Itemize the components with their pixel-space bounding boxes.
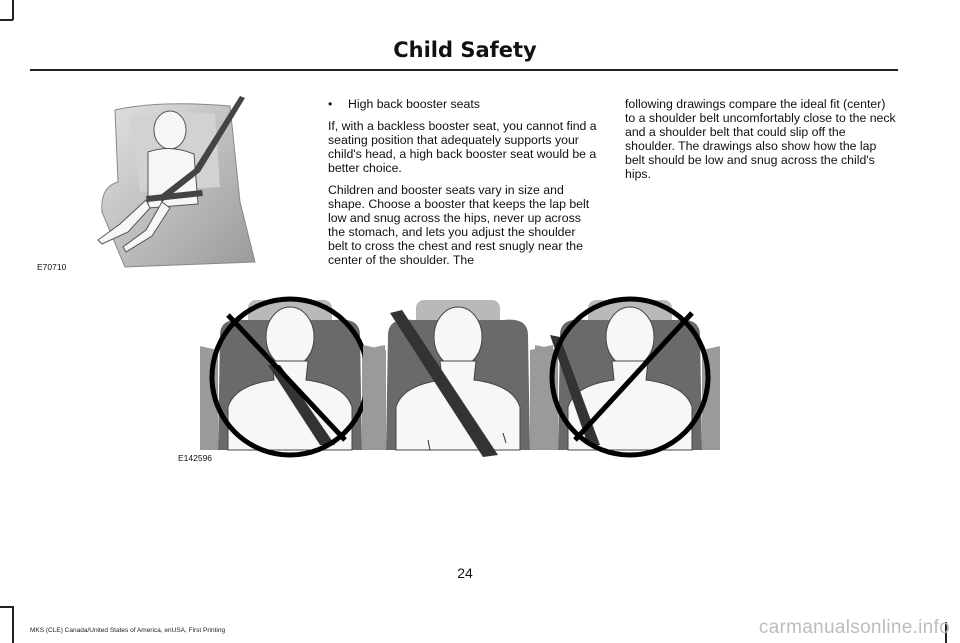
page-number: 24: [457, 565, 473, 581]
bullet-text: High back booster seats: [348, 97, 480, 111]
text-column-right: [625, 97, 897, 189]
booster-seat-illustration: [90, 92, 270, 272]
belt-too-close-to-neck: [200, 299, 385, 455]
paragraph: following drawings compare the ideal fit (center) to a shoulder belt uncomfortably close to the neck and a shoulder belt that could slip off the shoulder. The drawings also show how the lap belt should be low and snug across the child's hips.: [625, 97, 896, 181]
text-column-middle: [328, 97, 598, 275]
paragraph: Children and booster seats vary in size and shape. Choose a booster that keeps the lap belt low and snug across the hips, never up across the stomach, and lets you adjust the shoulder belt to cross the chest and rest snugly near the center of the shoulder. The: [328, 183, 590, 267]
bullet-dot: •: [328, 97, 333, 111]
figure-code-belt-fit: E142596: [178, 453, 213, 463]
watermark: carmanualsonline.info: [758, 617, 950, 638]
header-rule: [30, 69, 898, 71]
crop-mark-bottom-left-h: [0, 606, 13, 608]
belt-off-shoulder: [535, 299, 720, 455]
paragraph: If, with a backless booster seat, you cannot find a seating position that adequately supports your child's head, a high back booster seat would be a better choice.: [328, 119, 597, 175]
page-title: Child Safety: [393, 38, 537, 62]
footer-edition: MKS (CLE) Canada/United States of America, enUSA, First Printing: [30, 627, 226, 634]
belt-ideal-fit: [363, 300, 553, 457]
bullet-item: [328, 97, 598, 111]
crop-mark-bottom-left: [12, 606, 14, 643]
crop-mark-top-left-h: [0, 19, 13, 21]
figure-code-booster: E70710: [37, 262, 67, 272]
crop-mark-top-left: [12, 0, 14, 20]
belt-fit-illustration: [200, 285, 720, 460]
